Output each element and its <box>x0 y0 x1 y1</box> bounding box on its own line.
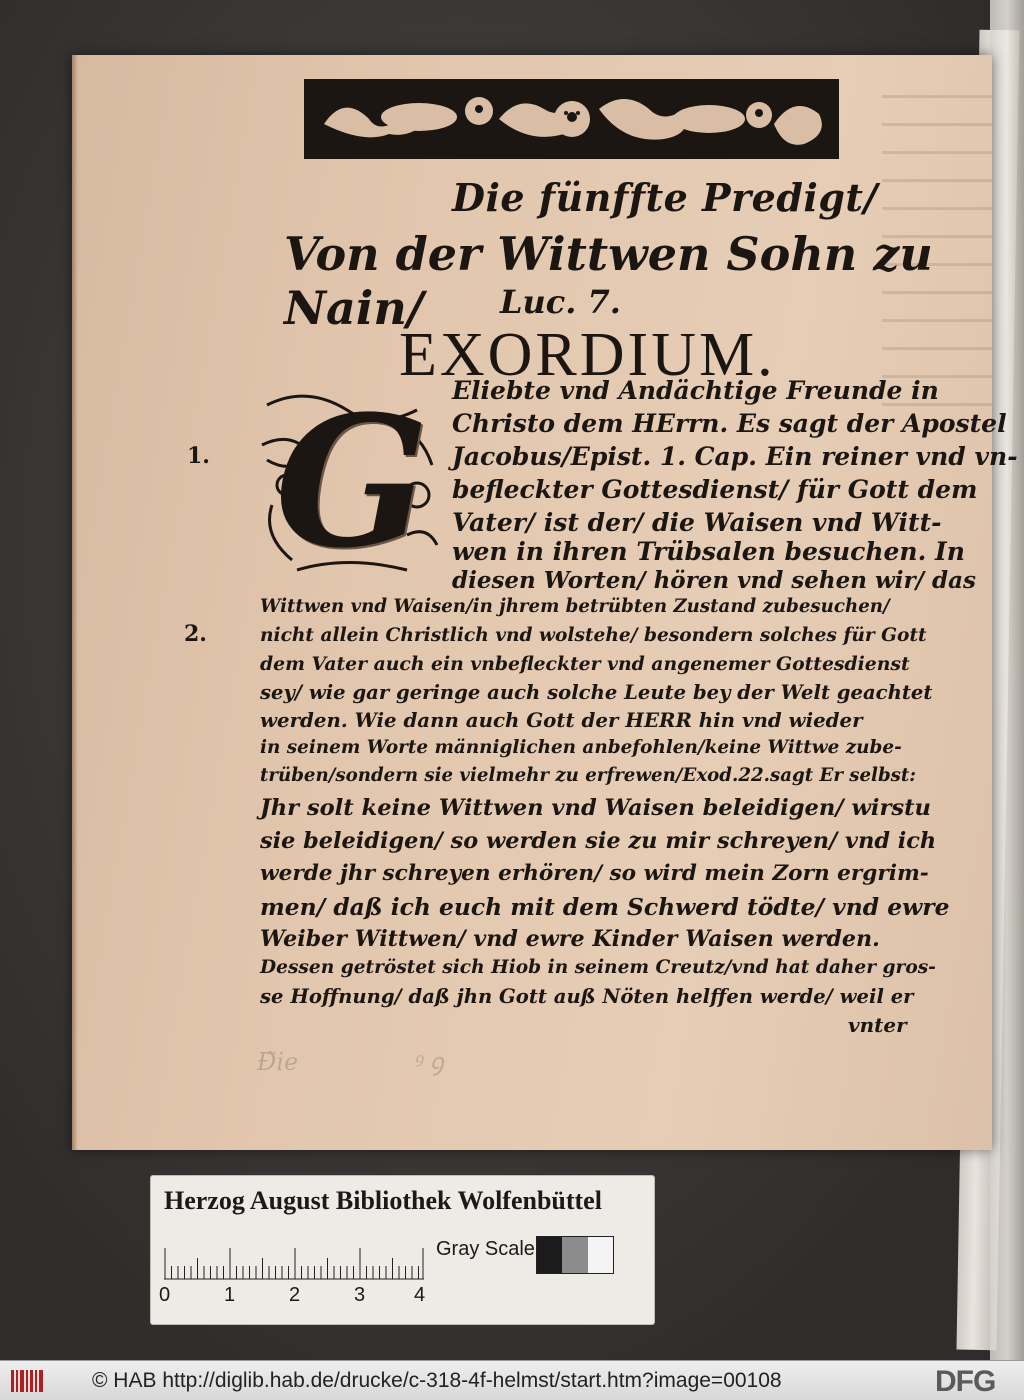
decorated-initial <box>257 377 447 588</box>
ruler-number: 1 <box>224 1284 236 1306</box>
text-line: Christo dem HErrn. Es sagt der Apostel <box>452 409 1007 438</box>
ruler-number: 2 <box>289 1284 301 1306</box>
scanned-page <box>72 55 1018 1150</box>
text-line: sie beleidigen/ so werden sie zu mir schreyen/ vnd ich <box>260 828 937 854</box>
ghost-impression: Ɖ̃ie ꝰ ꝯ <box>257 1048 444 1076</box>
text-line: trüben/sondern sie vielmehr zu erfrewen/Exod.22.sagt Er selbst: <box>260 765 917 786</box>
text-line: werden. Wie dann auch Gott der HERR hin vnd wieder <box>260 708 863 732</box>
text-line: nicht allein Christlich vnd wolstehe/ besondern solches für Gott <box>260 625 927 646</box>
gray-patch-dark <box>537 1237 562 1273</box>
gray-scale-label: Gray Scale <box>436 1238 535 1260</box>
section-title: EXORDIUM. <box>399 321 776 389</box>
text-line: dem Vater auch ein vnbefleckter vnd angenemer Gottesdienst <box>260 653 910 675</box>
ruler-number: 3 <box>354 1284 366 1306</box>
ornament-headpiece <box>304 79 839 159</box>
text-line: diesen Worten/ hören vnd sehen wir/ das <box>452 567 976 594</box>
text-line: sey/ wie gar geringe auch solche Leute bey der Welt geachtet <box>260 681 933 704</box>
text-line: Eliebte vnd Andächtige Freunde in <box>452 376 939 405</box>
text-line: wen in ihren Trübsalen besuchen. In <box>452 537 965 566</box>
dfg-logo: DFG <box>935 1365 996 1398</box>
text-line: befleckter Gottesdienst/ für Gott dem <box>452 475 978 504</box>
sermon-heading: Die fünffte Predigt/ <box>452 175 878 220</box>
margin-note: 1. <box>187 443 210 469</box>
gray-patch-light <box>588 1237 613 1273</box>
text-line: Dessen getröstet sich Hiob in seinem Creutz/vnd hat daher gros- <box>260 957 936 978</box>
hab-barcode-icon <box>10 1367 44 1395</box>
text-line: Jacobus/Epist. 1. Cap. Ein reiner vnd vn- <box>452 442 1018 471</box>
gray-scale-patches <box>536 1236 614 1274</box>
text-line: in seinem Worte männiglichen anbefohlen/keine Wittwe zube- <box>260 737 902 758</box>
text-line: Vater/ ist der/ die Waisen vnd Witt- <box>452 508 942 537</box>
ruler-scale <box>164 1240 424 1280</box>
ruler-number: 0 <box>159 1284 171 1306</box>
text-line: Wittwen vnd Waisen/in jhrem betrübten Zustand zubesuchen/ <box>260 596 890 617</box>
gray-patch-mid <box>562 1237 587 1273</box>
ruler-number: 4 <box>414 1284 426 1306</box>
footer-bar <box>0 1360 1024 1400</box>
margin-note: 2. <box>184 621 207 647</box>
page-edge-outer <box>990 0 1024 1360</box>
text-line: men/ daß ich euch mit dem Schwerd tödte/ vnd ewre <box>260 893 950 921</box>
library-name: Herzog August Bibliothek Wolfenbüttel <box>164 1186 602 1215</box>
scripture-reference: Luc. 7. <box>500 283 621 321</box>
dropcap-letter: G <box>275 377 429 588</box>
text-line: Weiber Wittwen/ vnd ewre Kinder Waisen werden. <box>260 926 880 952</box>
color-target-card <box>150 1175 655 1325</box>
text-line: werde jhr schreyen erhören/ so wird mein Zorn ergrim- <box>260 861 929 886</box>
source-url[interactable]: © HAB http://diglib.hab.de/drucke/c-318-4f-helmst/start.htm?image=00108 <box>92 1369 782 1392</box>
sermon-subheading: Von der Wittwen Sohn zu Nain/ <box>284 227 933 335</box>
text-line: se Hoffnung/ daß jhn Gott auß Nöten helffen werde/ weil er <box>260 985 914 1008</box>
catchword: vnter <box>848 1013 907 1037</box>
text-line: Jhr solt keine Wittwen vnd Waisen beleidigen/ wirstu <box>260 795 931 821</box>
